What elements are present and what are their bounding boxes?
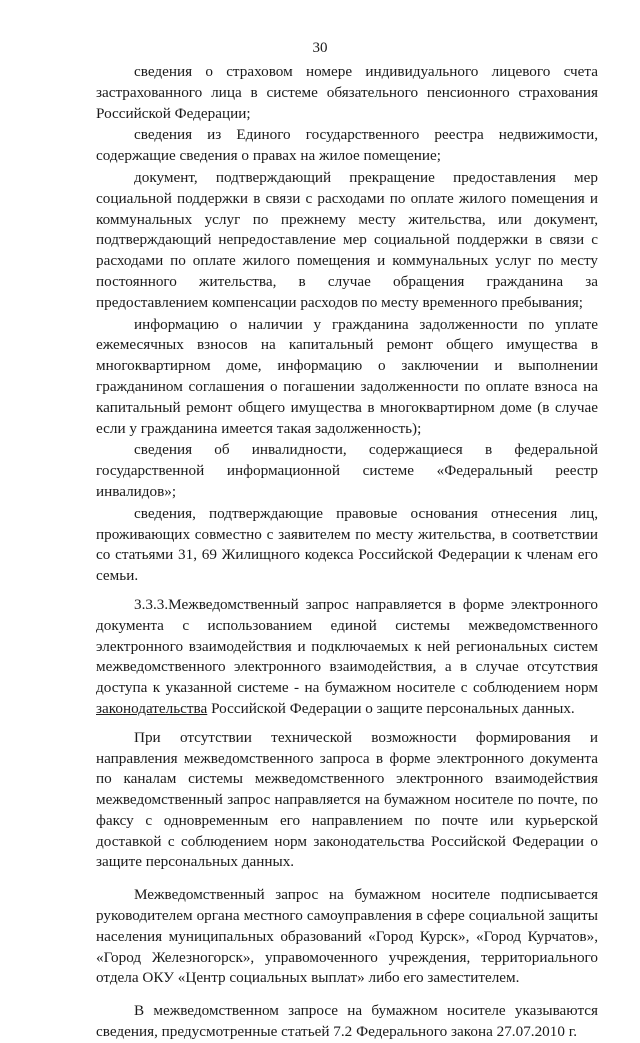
paragraph-3-3-3-tail: Российской Федерации о защите персональных данных. — [207, 699, 575, 717]
document-body — [96, 62, 598, 1043]
paragraph-family-members: сведения, подтверждающие правовые основания отнесения лиц, проживающих совместно с заявителем по месту жительства, в соответствии со статьями 31, 69 Жилищного кодекса Российской Федерации к членам его семьи. — [96, 504, 598, 585]
paragraph-3-3-3-text: 3.3.3.Межведомственный запрос направляется в форме электронного документа с использованием единой системы межведомственного электронного взаимодействия и подключаемых к ней региональных систем межведомственного электронного взаимодействия, а в случае отсутствия доступа к указанной системе - на бумажном носителе с соблюдением норм — [96, 595, 598, 697]
paragraph-termination-document: документ, подтверждающий прекращение предоставления мер социальной поддержки в связи с расходами по оплате жилого помещения и коммунальных услуг по прежнему месту жительства, или документ, подтверждающий непредоставление мер социальной поддержки в связи с расходами по оплате жилого помещения и коммунальных услуг по месту постоянного жительства, в случае обращения гражданина за предоставлением компенсации расходов по месту временного пребывания; — [96, 168, 598, 311]
page-number: 30 — [312, 40, 328, 56]
underlined-legislation-word: законодательства — [96, 699, 208, 717]
paragraph-3-3-3 — [96, 595, 598, 720]
paragraph-signature: Межведомственный запрос на бумажном носителе подписывается руководителем органа местного самоуправления в сфере социальной защиты населения муниципальных образований «Город Курск», «Город Курчатов», «Город Железногорск», управомоченного учреждения, территориального отдела ОКУ «Центр социальных выплат» либо его заместителем. — [96, 886, 598, 987]
paragraph-disability-info: сведения об инвалидности, содержащиеся в федеральной государственной информационной системе «Федеральный реестр инвалидов»; — [96, 441, 598, 500]
paragraph-debt-info: информацию о наличии у гражданина задолженности по уплате ежемесячных взносов на капитальный ремонт общего имущества в многоквартирном доме, информацию о заключении и выполнении гражданином соглашения о погашении задолженности по оплате взноса на капитальный ремонт общего имущества в многоквартирном доме (в случае если у гражданина имеется такая задолженность); — [96, 315, 598, 437]
paragraph-paper-request-details: В межведомственном запросе на бумажном носителе указываются сведения, предусмотренные статьей 7.2 Федерального закона 27.07.2010 г. — [96, 1002, 598, 1041]
paragraph-paper-fallback: При отсутствии технической возможности формирования и направления межведомственного запроса в форме электронного документа по каналам системы межведомственного электронного взаимодействия межведомственный запрос направляется на бумажном носителе по почте, по факсу с одновременным его направлением по почте или курьерской доставкой с соблюдением норм законодательства Российской Федерации о защите персональных данных. — [96, 728, 598, 871]
paragraph-snils: сведения о страховом номере индивидуального лицевого счета застрахованного лица в системе обязательного пенсионного страхования Российской Федерации; — [96, 63, 598, 122]
paragraph-egrn: сведения из Единого государственного реестра недвижимости, содержащие сведения о правах на жилое помещение; — [96, 126, 598, 165]
